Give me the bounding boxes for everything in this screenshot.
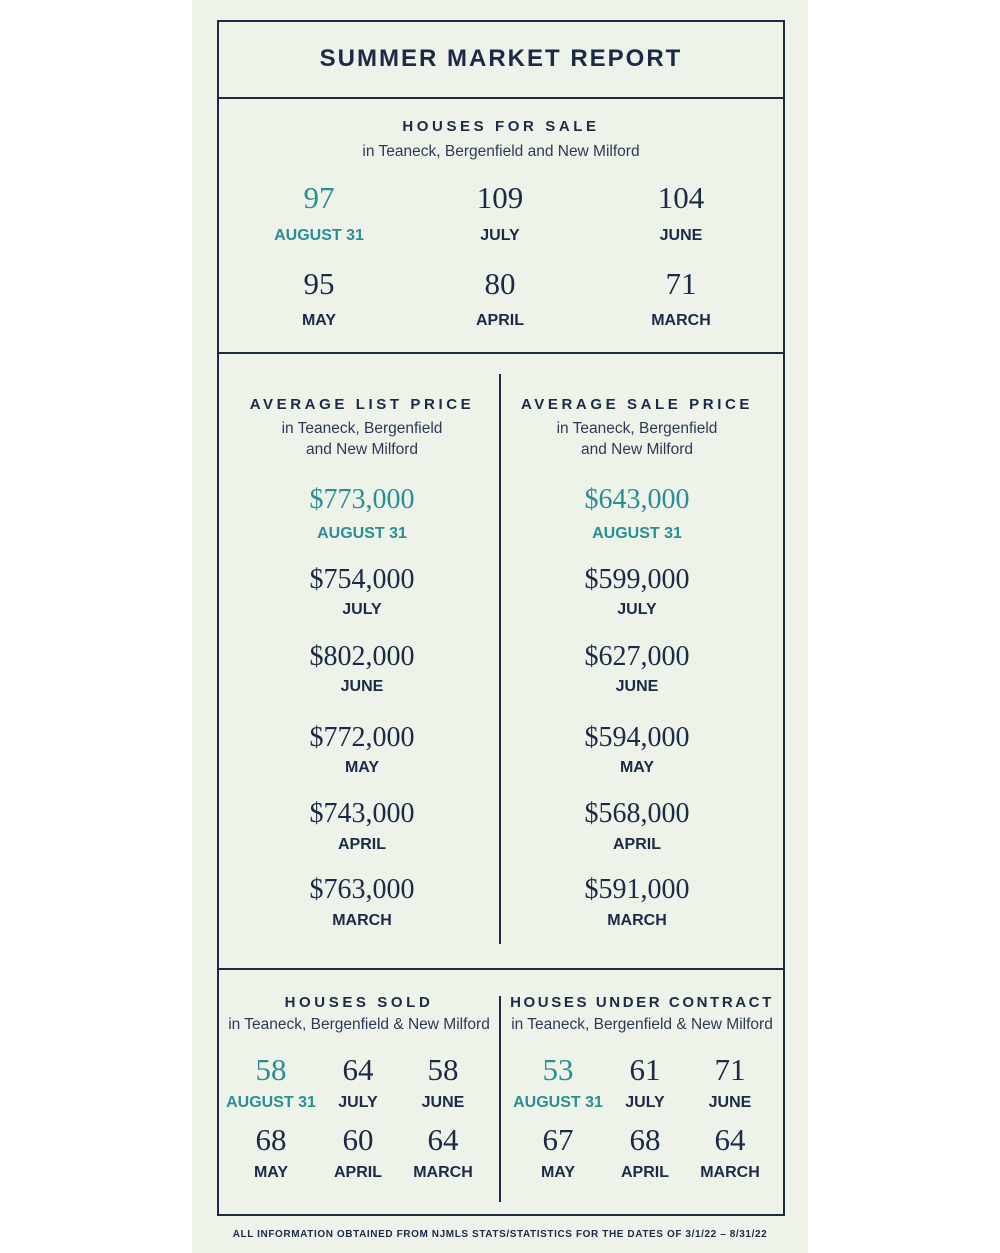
under-contract-label: JULY bbox=[625, 1094, 665, 1111]
under-contract-value: 71 bbox=[714, 1052, 746, 1087]
under-contract-subtitle: in Teaneck, Bergenfield & New Milford bbox=[511, 1016, 773, 1033]
list-price-value: $773,000 bbox=[309, 484, 415, 515]
sale-price-label: JULY bbox=[617, 601, 657, 618]
sale-price-label: MAY bbox=[619, 759, 655, 776]
for-sale-label: MAY bbox=[301, 312, 337, 329]
list-price-label: MARCH bbox=[332, 912, 392, 929]
sold-heading: HOUSES SOLD bbox=[284, 994, 434, 1011]
sale-price-label: APRIL bbox=[613, 836, 661, 853]
for-sale-divider bbox=[217, 352, 785, 354]
sale-price-subtitle: and New Milford bbox=[581, 441, 693, 458]
for-sale-label: APRIL bbox=[476, 312, 524, 329]
for-sale-label: AUGUST 31 bbox=[274, 227, 364, 244]
under-contract-label: MARCH bbox=[700, 1164, 760, 1181]
list-price-label: JUNE bbox=[340, 678, 384, 695]
under-contract-value: 53 bbox=[542, 1052, 574, 1087]
list-price-value: $763,000 bbox=[309, 874, 415, 905]
under-contract-label: JUNE bbox=[708, 1094, 752, 1111]
for-sale-label: JULY bbox=[480, 227, 520, 244]
for-sale-value: 109 bbox=[476, 180, 524, 215]
sold-label: JULY bbox=[338, 1094, 378, 1111]
under-contract-value: 64 bbox=[714, 1122, 746, 1157]
for-sale-heading: HOUSES FOR SALE bbox=[402, 118, 600, 135]
under-contract-value: 67 bbox=[542, 1122, 574, 1157]
sale-price-value: $643,000 bbox=[584, 484, 690, 515]
under-contract-heading: HOUSES UNDER CONTRACT bbox=[510, 994, 774, 1011]
list-price-value: $743,000 bbox=[309, 798, 415, 829]
title-divider bbox=[217, 97, 785, 99]
sale-price-value: $591,000 bbox=[584, 874, 690, 905]
report-title: SUMMER MARKET REPORT bbox=[319, 45, 683, 72]
for-sale-label: JUNE bbox=[659, 227, 703, 244]
sold-value: 58 bbox=[427, 1052, 459, 1087]
footer-note: ALL INFORMATION OBTAINED FROM NJMLS STATS/STATISTICS FOR THE DATES OF 3/1/22 – 8/31/22 bbox=[232, 1229, 768, 1240]
list-price-subtitle: and New Milford bbox=[306, 441, 418, 458]
price-column-divider bbox=[499, 374, 501, 944]
sold-subtitle: in Teaneck, Bergenfield & New Milford bbox=[228, 1016, 490, 1033]
sold-value: 64 bbox=[342, 1052, 374, 1087]
sale-price-value: $568,000 bbox=[584, 798, 690, 829]
list-price-value: $772,000 bbox=[309, 722, 415, 753]
under-contract-label: MAY bbox=[540, 1164, 576, 1181]
sale-price-label: JUNE bbox=[615, 678, 659, 695]
sale-price-heading: AVERAGE SALE PRICE bbox=[520, 396, 754, 413]
sold-value: 64 bbox=[427, 1122, 459, 1157]
under-contract-value: 68 bbox=[629, 1122, 661, 1157]
sale-price-value: $594,000 bbox=[584, 722, 690, 753]
for-sale-value: 71 bbox=[665, 266, 697, 301]
sold-label: APRIL bbox=[334, 1164, 382, 1181]
sale-price-value: $627,000 bbox=[584, 641, 690, 672]
price-divider bbox=[217, 968, 785, 970]
for-sale-value: 95 bbox=[303, 266, 335, 301]
for-sale-label: MARCH bbox=[651, 312, 711, 329]
sale-price-subtitle: in Teaneck, Bergenfield bbox=[556, 420, 718, 437]
list-price-label: APRIL bbox=[338, 836, 386, 853]
sale-price-label: AUGUST 31 bbox=[592, 525, 682, 542]
for-sale-value: 80 bbox=[484, 266, 516, 301]
sold-label: AUGUST 31 bbox=[226, 1094, 316, 1111]
sold-label: MARCH bbox=[413, 1164, 473, 1181]
sold-value: 60 bbox=[342, 1122, 374, 1157]
list-price-label: MAY bbox=[344, 759, 380, 776]
list-price-value: $754,000 bbox=[309, 564, 415, 595]
sale-price-value: $599,000 bbox=[584, 564, 690, 595]
list-price-heading: AVERAGE LIST PRICE bbox=[249, 396, 475, 413]
for-sale-value: 97 bbox=[303, 180, 335, 215]
sale-price-label: MARCH bbox=[607, 912, 667, 929]
list-price-value: $802,000 bbox=[309, 641, 415, 672]
list-price-label: AUGUST 31 bbox=[317, 525, 407, 542]
sold-label: MAY bbox=[253, 1164, 289, 1181]
sold-label: JUNE bbox=[421, 1094, 465, 1111]
under-contract-value: 61 bbox=[629, 1052, 661, 1087]
sold-value: 68 bbox=[255, 1122, 287, 1157]
for-sale-subtitle: in Teaneck, Bergenfield and New Milford bbox=[362, 143, 640, 160]
under-contract-label: APRIL bbox=[621, 1164, 669, 1181]
list-price-label: JULY bbox=[342, 601, 382, 618]
sold-value: 58 bbox=[255, 1052, 287, 1087]
for-sale-value: 104 bbox=[657, 180, 705, 215]
under-contract-label: AUGUST 31 bbox=[513, 1094, 603, 1111]
list-price-subtitle: in Teaneck, Bergenfield bbox=[281, 420, 443, 437]
